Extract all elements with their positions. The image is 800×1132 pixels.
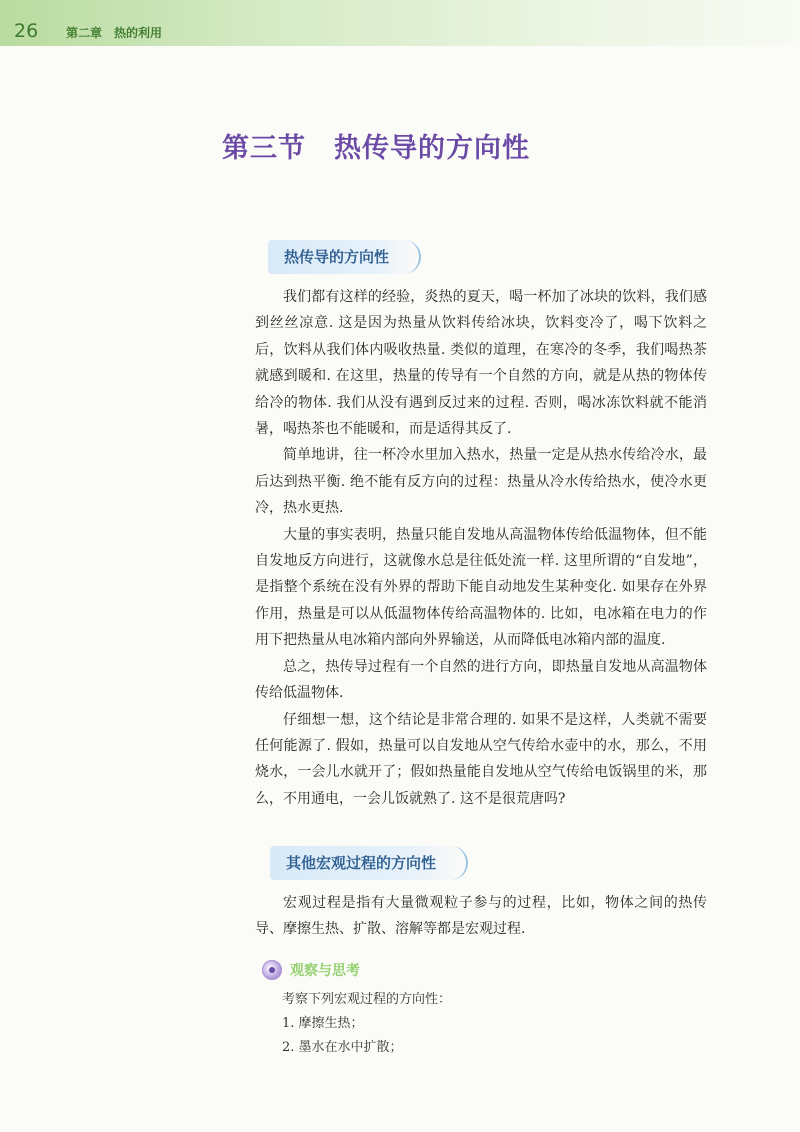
subsection-heading-macro-processes: 其他宏观过程的方向性 xyxy=(270,846,468,880)
subsection-heading-heat-conduction: 热传导的方向性 xyxy=(268,240,421,274)
paragraph: 大量的事实表明，热量只能自发地从高温物体传给低温物体，但不能自发地反方向进行，这就像水总是往低处流一样. 这里所谓的“自发地”，是指整个系统在没有外界的帮助下能自动地发生某种变化. 如果存在外界作用，热量是可以从低温物体传给高温物体的. 比如，电冰箱在电力的作用下把热量从电冰箱内部向外界输送，从而降低电冰箱内部的温度. xyxy=(255,526,707,649)
page-header-band xyxy=(0,0,800,46)
subsection2-body xyxy=(255,890,707,943)
paragraph: 我们都有这样的经验，炎热的夏天，喝一杯加了冰块的饮料，我们感到丝丝凉意. 这是因为热量从饮料传给冰块，饮料变冷了，喝下饮料之后，饮料从我们体内吸收热量. 类似的道理，在寒冷的冬季，我们喝热茶就感到暖和. 在这里，热量的传导有一个自然的方向，就是从热的物体传给冷的物体. 我们从没有遇到反过来的过程. 否则，喝冰冻饮料就不能消暑，喝热茶也不能暖和，而是适得其反了. xyxy=(255,289,707,438)
observe-and-think-box xyxy=(262,958,722,1060)
page-number: 26 xyxy=(14,20,39,42)
observe-body xyxy=(282,988,722,1060)
paragraph: 宏观过程是指有大量微观粒子参与的过程，比如，物体之间的热传导、摩擦生热、扩散、溶解等都是宏观过程. xyxy=(255,895,707,938)
observe-line: 2. 墨水在水中扩散； xyxy=(282,1040,403,1055)
paragraph: 总之，热传导过程有一个自然的进行方向，即热量自发地从高温物体传给低温物体. xyxy=(255,658,707,702)
observe-title: 观察与思考 xyxy=(290,963,360,979)
observe-line: 考察下列宏观过程的方向性： xyxy=(282,992,452,1007)
section-title: 第三节 热传导的方向性 xyxy=(222,133,530,164)
chapter-label: 第二章 热的利用 xyxy=(66,26,163,40)
paragraph: 仔细想一想，这个结论是非常合理的. 如果不是这样，人类就不需要任何能源了. 假如，热量可以自发地从空气传给水壶中的水，那么，不用烧水，一会儿水就开了；假如热量能自发地从空气传给电饭锅里的米，那么，不用通电，一会儿饭就熟了. 这不是很荒唐吗? xyxy=(255,711,707,807)
observe-icon xyxy=(262,960,282,980)
observe-header xyxy=(262,958,722,982)
observe-line: 1. 摩擦生热； xyxy=(282,1016,364,1031)
subsection1-body xyxy=(255,284,707,812)
paragraph: 简单地讲，往一杯冷水里加入热水，热量一定是从热水传给冷水，最后达到热平衡. 绝不能有反方向的过程：热量从冷水传给热水，使冷水更冷，热水更热. xyxy=(255,447,707,517)
